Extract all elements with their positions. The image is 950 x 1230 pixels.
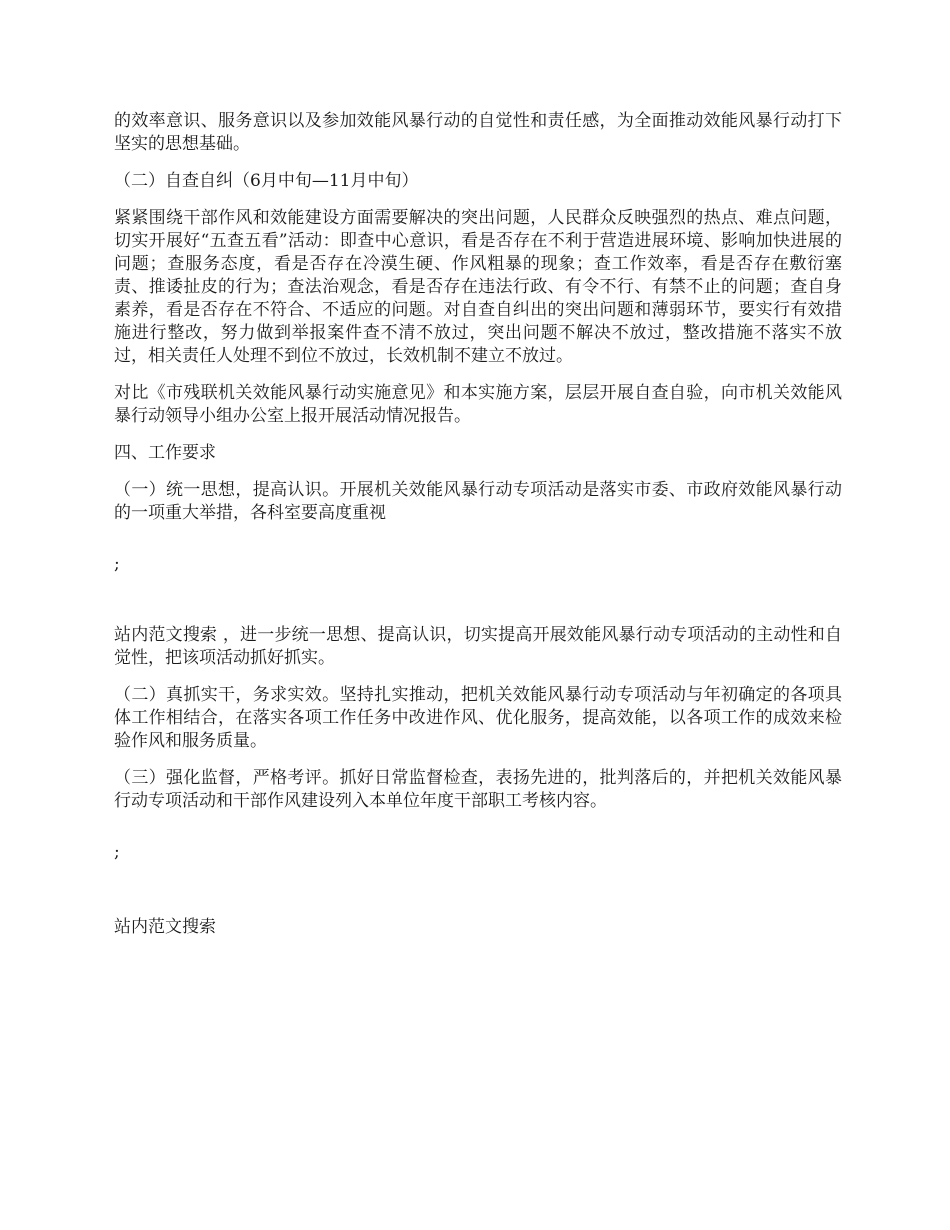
spacer — [114, 539, 842, 553]
section-heading-self-check: （二）自查自纠（6月中旬—11月中旬） — [114, 171, 419, 191]
paragraph-practical-work: （二）真抓实干，务求实效。坚持扎实推动，把机关效能风暴行动专项活动与年初确定的各项具体工作相结合，在落实各项工作任务中改进作风、优化服务，提高效能，以各项工作的成效来检验作风和服务质量。 — [114, 685, 842, 751]
paragraph-efficiency-awareness: 的效率意识、服务意识以及参加效能风暴行动的自觉性和责任感，为全面推动效能风暴行动打下坚实的思想基础。 — [114, 111, 842, 154]
paragraph-five-checks: 紧紧围绕干部作风和效能建设方面需要解决的突出问题，人民群众反映强烈的热点、难点问题，切实开展好“五查五看”活动：即查中心意识，看是否存在不利于营造进展环境、影响加快进展的问题；查服务态度，看是否存在冷漠生硬、作风粗暴的现象；查工作效率，看是否存在敷衍塞责、推诿扯皮的行为；查法治观念，看是否存在违法行政、有令不行、有禁不止的问题；查自身素养，看是否存在不符合、不适应的问题。对自查自纠出的突出问题和薄弱环节，要实行有效措施进行整改，努力做到举报案件查不清不放过，突出问题不解决不放过，整改措施不落实不放过，相关责任人处理不到位不放过，长效机制不建立不放过。 — [114, 208, 842, 366]
paragraph-site-search-continued: 站内范文搜索 ，进一步统一思想、提高认识，切实提高开展效能风暴行动专项活动的主动性和自觉性，把该项活动抓好抓实。 — [114, 625, 842, 668]
site-search-link[interactable]: 站内范文搜索 — [114, 917, 216, 937]
section-heading-requirements: 四、工作要求 — [114, 443, 216, 463]
spacer — [114, 827, 842, 841]
document-page — [114, 110, 842, 953]
spacer — [114, 576, 842, 624]
paragraph-unify-thinking: （一）统一思想，提高认识。开展机关效能风暴行动专项活动是落实市委、市政府效能风暴行动的一项重大举措，各科室要高度重视 — [114, 480, 842, 523]
separator-semicolon: ; — [114, 842, 120, 862]
paragraph-supervision: （三）强化监督，严格考评。抓好日常监督检查，表扬先进的，批判落后的，并把机关效能风暴行动专项活动和干部作风建设列入本单位年度干部职工考核内容。 — [114, 768, 842, 811]
paragraph-report: 对比《市残联机关效能风暴行动实施意见》和本实施方案，层层开展自查自验，向市机关效能风暴行动领导小组办公室上报开展活动情况报告。 — [114, 383, 842, 426]
separator-semicolon: ; — [114, 554, 120, 574]
spacer — [114, 864, 842, 916]
